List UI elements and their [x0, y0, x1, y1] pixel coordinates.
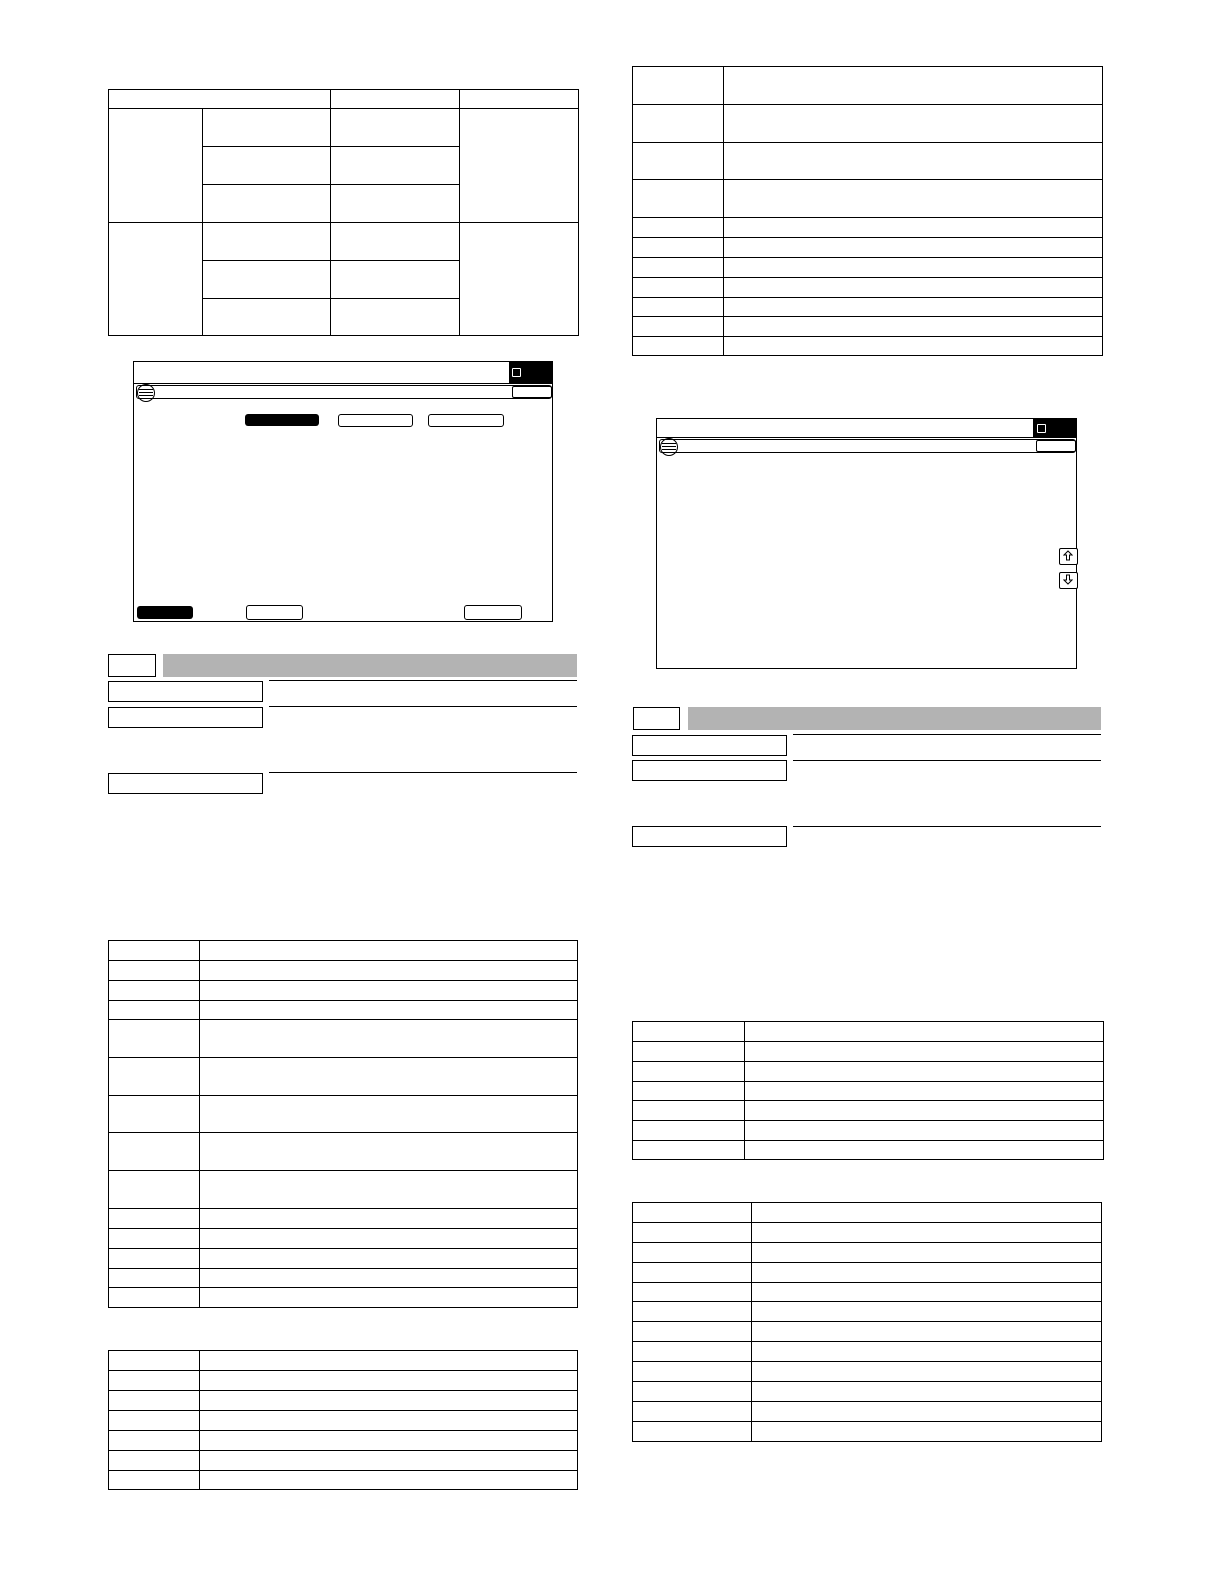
spec-group-note [460, 223, 579, 336]
menu-icon[interactable] [660, 438, 678, 456]
table-cell [200, 1133, 578, 1171]
up-arrow-icon [1063, 550, 1073, 561]
table-cell [200, 1431, 578, 1451]
table-cell [752, 1342, 1102, 1362]
tab-button-selected[interactable] [245, 414, 319, 426]
table-cell [200, 1058, 578, 1096]
table-cell [633, 337, 724, 356]
field-label-box [108, 707, 263, 728]
table-cell [200, 1209, 578, 1229]
table-cell [633, 298, 724, 317]
table-cell [200, 1249, 578, 1269]
table-cell [633, 1302, 752, 1322]
table-cell [724, 258, 1103, 278]
table-cell [633, 1223, 752, 1243]
spec-group-note [460, 109, 579, 223]
table-cell [109, 1411, 200, 1431]
table-cell [109, 1288, 200, 1308]
table-cell [633, 1042, 745, 1062]
spec-cell [203, 147, 331, 185]
table-cell [633, 1022, 745, 1042]
control-panel-screen-left [133, 361, 553, 622]
section-code-box [633, 707, 680, 730]
table-cell [200, 1451, 578, 1471]
table-cell [633, 1342, 752, 1362]
spec-group-label [109, 223, 203, 336]
table-cell [200, 1411, 578, 1431]
status-badge [1033, 419, 1076, 437]
table-cell [200, 1471, 578, 1490]
table-cell [200, 941, 578, 961]
table-cell [745, 1082, 1104, 1101]
field-rule [793, 734, 1101, 735]
field-rule [269, 706, 577, 707]
table-cell [109, 1431, 200, 1451]
spec-cell [331, 109, 460, 147]
table-cell [633, 1382, 752, 1402]
bottom-middle-button[interactable] [246, 605, 303, 620]
table-cell [752, 1243, 1102, 1263]
spec-header-cell [109, 90, 331, 109]
table-cell [109, 1058, 200, 1096]
table-cell [724, 337, 1103, 356]
table-cell [633, 278, 724, 298]
table-cell [200, 1269, 578, 1288]
table-cell [200, 1288, 578, 1308]
table-cell [745, 1042, 1104, 1062]
table-cell [724, 298, 1103, 317]
table-cell [633, 258, 724, 278]
table-cell [109, 1133, 200, 1171]
table-cell [633, 1101, 745, 1121]
table-cell [633, 143, 724, 180]
table-cell [724, 180, 1103, 218]
title-bar-box [512, 386, 552, 398]
table-cell [724, 238, 1103, 258]
table-cell [745, 1101, 1104, 1121]
table-cell [200, 981, 578, 1001]
field-label-box [632, 735, 787, 756]
spec-cell [203, 109, 331, 147]
spec-header-cell [331, 90, 460, 109]
table-cell [633, 1283, 752, 1302]
table-cell [752, 1223, 1102, 1243]
tab-button[interactable] [428, 414, 504, 427]
table-cell [633, 317, 724, 337]
section-title-bar [163, 654, 577, 677]
spec-cell [331, 261, 460, 299]
table-cell [724, 278, 1103, 298]
field-label-box [632, 826, 787, 847]
table-cell [724, 218, 1103, 238]
table-cell [109, 1171, 200, 1209]
data-table-right-top [632, 66, 1103, 356]
table-cell [200, 1229, 578, 1249]
table-cell [200, 1171, 578, 1209]
table-cell [745, 1141, 1104, 1160]
scroll-up-button[interactable] [1059, 548, 1078, 565]
title-bar-box [1036, 440, 1076, 452]
table-cell [109, 981, 200, 1001]
control-panel-screen-right [656, 418, 1077, 669]
spec-table-left [108, 89, 579, 336]
spec-cell [203, 299, 331, 336]
field-rule [269, 680, 577, 681]
spec-cell [331, 147, 460, 185]
table-cell [633, 1082, 745, 1101]
field-rule [269, 772, 577, 773]
table-cell [633, 1243, 752, 1263]
data-table-c [632, 1021, 1104, 1160]
table-cell [200, 1391, 578, 1411]
table-cell [745, 1022, 1104, 1042]
table-cell [200, 1371, 578, 1391]
status-badge [509, 362, 552, 383]
bottom-left-button[interactable] [137, 606, 193, 619]
document-icon [1037, 424, 1046, 433]
table-cell [633, 218, 724, 238]
table-cell [633, 1402, 752, 1422]
table-cell [200, 1096, 578, 1133]
data-table-d [632, 1202, 1102, 1442]
table-cell [752, 1263, 1102, 1283]
table-cell [633, 1322, 752, 1342]
table-cell [200, 1351, 578, 1371]
section-code-box [108, 654, 156, 677]
table-cell [745, 1121, 1104, 1141]
field-label-box [108, 681, 263, 702]
table-cell [109, 1269, 200, 1288]
table-cell [633, 180, 724, 218]
data-table-a [108, 940, 578, 1308]
spec-header-cell [460, 90, 579, 109]
table-cell [633, 105, 724, 143]
section-title-bar [688, 707, 1101, 730]
spec-cell [203, 223, 331, 261]
table-cell [752, 1283, 1102, 1302]
data-table-b [108, 1350, 578, 1490]
table-cell [109, 1096, 200, 1133]
spec-cell [203, 185, 331, 223]
table-cell [752, 1322, 1102, 1342]
table-cell [724, 317, 1103, 337]
table-cell [752, 1302, 1102, 1322]
table-cell [752, 1402, 1102, 1422]
table-cell [752, 1203, 1102, 1223]
field-rule [793, 826, 1101, 827]
table-cell [724, 143, 1103, 180]
spec-cell [331, 185, 460, 223]
table-cell [200, 961, 578, 981]
table-cell [752, 1382, 1102, 1402]
spec-cell [331, 223, 460, 261]
table-cell [109, 1249, 200, 1269]
down-arrow-icon [1063, 574, 1073, 585]
table-cell [633, 1121, 745, 1141]
field-label-box [632, 760, 787, 781]
title-bar [136, 385, 552, 399]
table-cell [724, 105, 1103, 143]
spec-group-label [109, 109, 203, 223]
table-cell [752, 1362, 1102, 1382]
table-cell [109, 1020, 200, 1058]
table-cell [109, 1471, 200, 1490]
table-cell [200, 1001, 578, 1020]
table-cell [633, 67, 724, 105]
field-label-box [108, 773, 263, 794]
table-cell [200, 1020, 578, 1058]
table-cell [633, 1141, 745, 1160]
table-cell [633, 1062, 745, 1082]
table-cell [109, 1209, 200, 1229]
table-cell [109, 1351, 200, 1371]
spec-cell [203, 261, 331, 299]
table-cell [633, 238, 724, 258]
table-cell [109, 1229, 200, 1249]
table-cell [633, 1203, 752, 1223]
table-cell [109, 1001, 200, 1020]
bottom-right-button[interactable] [464, 605, 522, 620]
table-cell [752, 1422, 1102, 1442]
field-rule [793, 760, 1101, 761]
tab-button[interactable] [338, 414, 413, 427]
table-cell [724, 67, 1103, 105]
spec-cell [331, 299, 460, 336]
table-cell [109, 1451, 200, 1471]
table-cell [109, 961, 200, 981]
menu-icon[interactable] [137, 384, 155, 402]
title-bar [659, 439, 1076, 453]
table-cell [109, 1371, 200, 1391]
table-cell [745, 1062, 1104, 1082]
table-cell [109, 941, 200, 961]
table-cell [633, 1263, 752, 1283]
document-icon [512, 368, 521, 377]
table-cell [109, 1391, 200, 1411]
scroll-down-button[interactable] [1059, 572, 1078, 589]
table-cell [633, 1422, 752, 1442]
table-cell [633, 1362, 752, 1382]
